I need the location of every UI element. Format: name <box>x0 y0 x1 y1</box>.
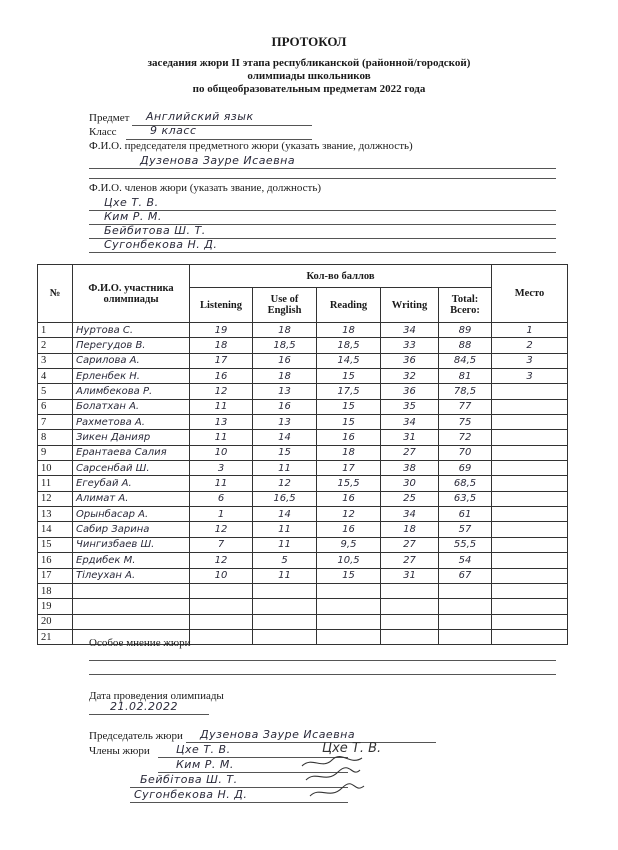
reading-score: 14,5 <box>317 353 381 368</box>
listening-score: 16 <box>190 369 253 384</box>
listening-score: 3 <box>190 461 253 476</box>
use-of-english-score: 14 <box>253 430 317 445</box>
place-value <box>492 430 568 445</box>
reading-score: 9,5 <box>317 537 381 552</box>
participant-name <box>73 583 190 598</box>
writing-score <box>381 583 439 598</box>
use-of-english-score: 15 <box>253 445 317 460</box>
use-of-english-score <box>253 583 317 598</box>
use-of-english-score: 11 <box>253 568 317 583</box>
jury-member-4: Сугонбекова Н. Д. <box>134 788 248 801</box>
total-score: 78,5 <box>439 384 492 399</box>
participant-name: Нуртова С. <box>73 323 190 338</box>
reading-score: 16 <box>317 522 381 537</box>
writing-score: 27 <box>381 537 439 552</box>
listening-score: 10 <box>190 568 253 583</box>
listening-score: 10 <box>190 445 253 460</box>
member-1: Цхе Т. В. <box>104 196 159 209</box>
table-row <box>38 507 568 522</box>
table-row <box>38 599 568 614</box>
table-row <box>38 369 568 384</box>
listening-score: 19 <box>190 323 253 338</box>
writing-score: 36 <box>381 353 439 368</box>
total-score: 68,5 <box>439 476 492 491</box>
signature-scribbles <box>300 752 370 807</box>
reading-score <box>317 614 381 629</box>
header-total: Total: Всего: <box>439 288 492 323</box>
place-value <box>492 537 568 552</box>
table-row <box>38 491 568 506</box>
participant-name: Зикен Данияр <box>73 430 190 445</box>
participant-name: Сарилова А. <box>73 353 190 368</box>
writing-score: 33 <box>381 338 439 353</box>
writing-score <box>381 629 439 644</box>
writing-score: 27 <box>381 445 439 460</box>
writing-score: 34 <box>381 415 439 430</box>
chairman-value: Дузенова Зауре Исаевна <box>200 728 356 741</box>
subject-label: Предмет <box>89 112 130 124</box>
place-value <box>492 614 568 629</box>
writing-score: 31 <box>381 568 439 583</box>
reading-score: 18 <box>317 445 381 460</box>
reading-score: 17,5 <box>317 384 381 399</box>
listening-score: 13 <box>190 415 253 430</box>
total-score: 88 <box>439 338 492 353</box>
participant-name: Сарсенбай Ш. <box>73 461 190 476</box>
row-number: 10 <box>38 461 73 476</box>
participant-name: Сабир Зарина <box>73 522 190 537</box>
total-score: 84,5 <box>439 353 492 368</box>
writing-score: 31 <box>381 430 439 445</box>
listening-score: 11 <box>190 476 253 491</box>
total-score: 70 <box>439 445 492 460</box>
header-use-of-english: Use of English <box>253 288 317 323</box>
total-score: 77 <box>439 399 492 414</box>
header-reading: Reading <box>317 288 381 323</box>
total-score: 67 <box>439 568 492 583</box>
place-value <box>492 476 568 491</box>
table-row <box>38 399 568 414</box>
header-num: № <box>38 265 73 323</box>
use-of-english-score: 16,5 <box>253 491 317 506</box>
writing-score: 32 <box>381 369 439 384</box>
place-value <box>492 399 568 414</box>
listening-score: 12 <box>190 553 253 568</box>
writing-score <box>381 614 439 629</box>
class-label: Класс <box>89 126 117 138</box>
place-value <box>492 507 568 522</box>
place-value <box>492 461 568 476</box>
reading-score <box>317 629 381 644</box>
place-value: 3 <box>492 353 568 368</box>
subject-value: Английский язык <box>146 110 254 123</box>
table-row <box>38 461 568 476</box>
place-value <box>492 445 568 460</box>
total-score <box>439 599 492 614</box>
use-of-english-score: 5 <box>253 553 317 568</box>
listening-score: 17 <box>190 353 253 368</box>
opinion-label: Особое мнение жюри <box>89 637 191 649</box>
writing-score: 34 <box>381 323 439 338</box>
listening-score: 12 <box>190 522 253 537</box>
listening-score: 7 <box>190 537 253 552</box>
place-value <box>492 599 568 614</box>
place-value: 2 <box>492 338 568 353</box>
listening-score: 11 <box>190 399 253 414</box>
place-value: 3 <box>492 369 568 384</box>
use-of-english-score: 18 <box>253 369 317 384</box>
row-number: 17 <box>38 568 73 583</box>
table-row <box>38 323 568 338</box>
total-score: 55,5 <box>439 537 492 552</box>
row-number: 5 <box>38 384 73 399</box>
total-score <box>439 629 492 644</box>
participant-name: Болатхан А. <box>73 399 190 414</box>
participant-name: Орынбасар А. <box>73 507 190 522</box>
place-value <box>492 491 568 506</box>
table-row <box>38 583 568 598</box>
listening-score <box>190 614 253 629</box>
use-of-english-score <box>253 599 317 614</box>
participant-name <box>73 599 190 614</box>
table-row <box>38 445 568 460</box>
row-number: 6 <box>38 399 73 414</box>
table-row <box>38 614 568 629</box>
table-row <box>38 338 568 353</box>
reading-score: 16 <box>317 491 381 506</box>
place-value <box>492 568 568 583</box>
reading-score <box>317 599 381 614</box>
title-line-1: заседания жюри II этапа республиканской (районной/городской) <box>147 57 471 69</box>
total-score <box>439 614 492 629</box>
document-title: ПРОТОКОЛ <box>271 34 347 49</box>
title-line-3: по общеобразовательным предметам 2022 года <box>192 83 426 95</box>
listening-score: 11 <box>190 430 253 445</box>
reading-score: 16 <box>317 430 381 445</box>
use-of-english-score: 13 <box>253 384 317 399</box>
reading-score <box>317 583 381 598</box>
row-number: 18 <box>38 583 73 598</box>
signature-text-1: Цхе Т. В. <box>322 741 382 756</box>
members-label: Ф.И.О. членов жюри (указать звание, должность) <box>89 182 322 194</box>
row-number: 12 <box>38 491 73 506</box>
use-of-english-score: 16 <box>253 353 317 368</box>
writing-score: 36 <box>381 384 439 399</box>
use-of-english-score: 13 <box>253 415 317 430</box>
total-score: 69 <box>439 461 492 476</box>
row-number: 9 <box>38 445 73 460</box>
row-number: 13 <box>38 507 73 522</box>
reading-score: 15 <box>317 369 381 384</box>
place-value <box>492 553 568 568</box>
table-row <box>38 537 568 552</box>
participant-name: Рахметова А. <box>73 415 190 430</box>
participant-name <box>73 614 190 629</box>
participant-name: Алимат А. <box>73 491 190 506</box>
use-of-english-score <box>253 614 317 629</box>
total-score: 81 <box>439 369 492 384</box>
use-of-english-score <box>253 629 317 644</box>
chairman-label: Председатель жюри <box>89 730 183 742</box>
reading-score: 18,5 <box>317 338 381 353</box>
row-number: 21 <box>38 629 73 644</box>
jury-member-1: Цхе Т. В. <box>176 743 231 756</box>
table-row <box>38 430 568 445</box>
chair-value: Дузенова Зауре Исаевна <box>140 154 296 167</box>
table-row <box>38 476 568 491</box>
chair-label: Ф.И.О. председателя предметного жюри (указать звание, должность) <box>89 140 413 152</box>
use-of-english-score: 16 <box>253 399 317 414</box>
use-of-english-score: 12 <box>253 476 317 491</box>
jury-member-3: Бейбітова Ш. Т. <box>140 773 238 786</box>
row-number: 7 <box>38 415 73 430</box>
row-number: 1 <box>38 323 73 338</box>
writing-score: 25 <box>381 491 439 506</box>
writing-score: 38 <box>381 461 439 476</box>
total-score: 57 <box>439 522 492 537</box>
listening-score <box>190 629 253 644</box>
participant-name: Чингизбаев Ш. <box>73 537 190 552</box>
total-score: 63,5 <box>439 491 492 506</box>
header-writing: Writing <box>381 288 439 323</box>
header-name: Ф.И.О. участника олимпиады <box>73 265 190 323</box>
use-of-english-score: 11 <box>253 461 317 476</box>
total-score <box>439 583 492 598</box>
place-value: 1 <box>492 323 568 338</box>
total-score: 61 <box>439 507 492 522</box>
writing-score: 18 <box>381 522 439 537</box>
use-of-english-score: 18,5 <box>253 338 317 353</box>
writing-score: 27 <box>381 553 439 568</box>
place-value <box>492 384 568 399</box>
results-table <box>37 264 568 645</box>
total-score: 89 <box>439 323 492 338</box>
reading-score: 15 <box>317 568 381 583</box>
table-row <box>38 415 568 430</box>
listening-score: 12 <box>190 384 253 399</box>
listening-score <box>190 599 253 614</box>
use-of-english-score: 14 <box>253 507 317 522</box>
reading-score: 18 <box>317 323 381 338</box>
participant-name: Егеубай А. <box>73 476 190 491</box>
row-number: 11 <box>38 476 73 491</box>
header-listening: Listening <box>190 288 253 323</box>
use-of-english-score: 18 <box>253 323 317 338</box>
header-scores: Кол-во баллов <box>190 265 492 288</box>
row-number: 2 <box>38 338 73 353</box>
row-number: 4 <box>38 369 73 384</box>
participant-name: Тілеухан А. <box>73 568 190 583</box>
title-line-2: олимпиады школьников <box>247 70 371 82</box>
writing-score: 30 <box>381 476 439 491</box>
reading-score: 15 <box>317 399 381 414</box>
date-value: 21.02.2022 <box>110 700 178 713</box>
jury-members-label: Члены жюри <box>89 745 150 757</box>
reading-score: 15,5 <box>317 476 381 491</box>
writing-score <box>381 599 439 614</box>
total-score: 72 <box>439 430 492 445</box>
reading-score: 17 <box>317 461 381 476</box>
row-number: 19 <box>38 599 73 614</box>
row-number: 3 <box>38 353 73 368</box>
use-of-english-score: 11 <box>253 537 317 552</box>
header-place: Место <box>492 265 568 323</box>
use-of-english-score: 11 <box>253 522 317 537</box>
reading-score: 10,5 <box>317 553 381 568</box>
total-score: 75 <box>439 415 492 430</box>
member-4: Сугонбекова Н. Д. <box>104 238 218 251</box>
row-number: 16 <box>38 553 73 568</box>
table-row <box>38 568 568 583</box>
listening-score <box>190 583 253 598</box>
participant-name: Ерантаева Салия <box>73 445 190 460</box>
place-value <box>492 415 568 430</box>
participant-name: Ердибек М. <box>73 553 190 568</box>
table-row <box>38 384 568 399</box>
table-row <box>38 522 568 537</box>
place-value <box>492 629 568 644</box>
row-number: 8 <box>38 430 73 445</box>
place-value <box>492 522 568 537</box>
jury-member-2: Ким Р. М. <box>176 758 234 771</box>
participant-name: Перегудов В. <box>73 338 190 353</box>
listening-score: 1 <box>190 507 253 522</box>
listening-score: 6 <box>190 491 253 506</box>
date-label: Дата проведения олимпиады <box>89 690 224 702</box>
reading-score: 12 <box>317 507 381 522</box>
listening-score: 18 <box>190 338 253 353</box>
writing-score: 35 <box>381 399 439 414</box>
total-score: 54 <box>439 553 492 568</box>
participant-name: Ерленбек Н. <box>73 369 190 384</box>
participant-name: Алимбекова Р. <box>73 384 190 399</box>
reading-score: 15 <box>317 415 381 430</box>
member-2: Ким Р. М. <box>104 210 162 223</box>
table-row <box>38 353 568 368</box>
row-number: 20 <box>38 614 73 629</box>
member-3: Бейбитова Ш. Т. <box>104 224 206 237</box>
class-value: 9 класс <box>150 124 197 137</box>
row-number: 14 <box>38 522 73 537</box>
place-value <box>492 583 568 598</box>
table-row <box>38 553 568 568</box>
writing-score: 34 <box>381 507 439 522</box>
row-number: 15 <box>38 537 73 552</box>
